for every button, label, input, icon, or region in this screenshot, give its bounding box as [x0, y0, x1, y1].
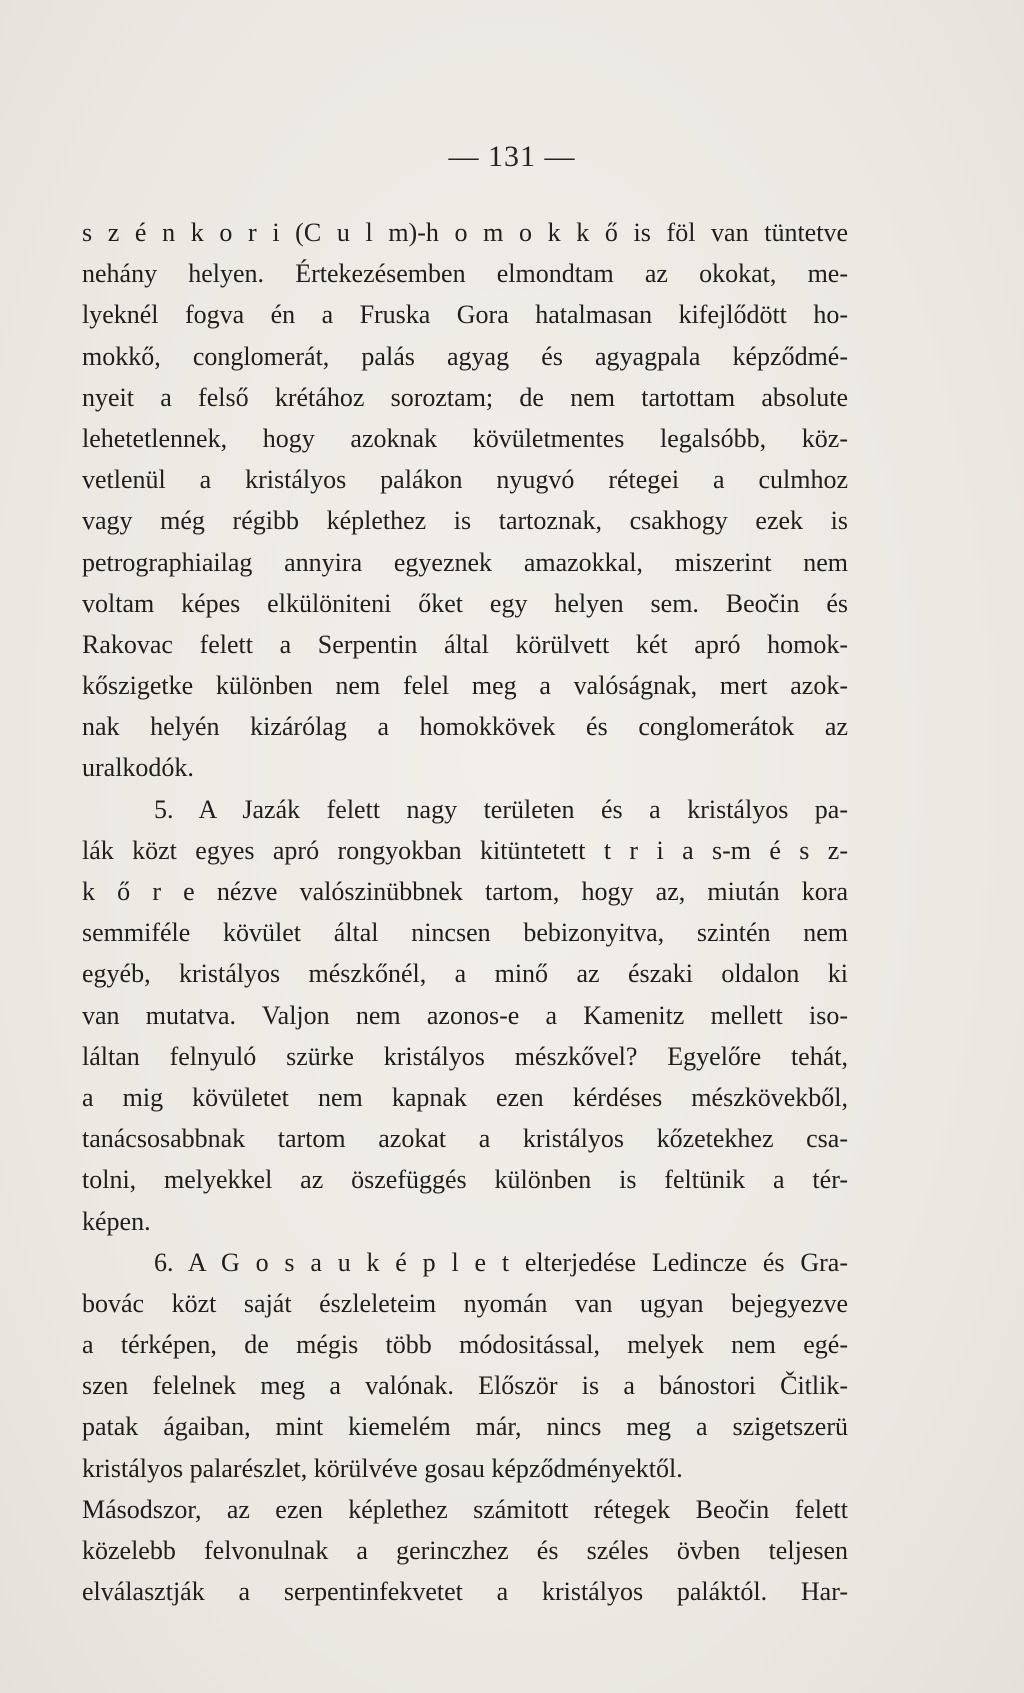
body-text [82, 212, 848, 1612]
text-line: lehetetlennek, hogy azoknak kövületmentes legalsóbb, köz- [82, 423, 848, 453]
text-line: s z é n k o r i (C u l m)-h o m o k k ő is föl van tüntetve [82, 218, 848, 247]
page-number: — 131 — [448, 140, 576, 173]
text-line: voltam képes elkülöniteni őket egy helyen sem. Beočin és [82, 588, 848, 618]
text-line: a mig kövületet nem kapnak ezen kérdéses mészkövekből, [82, 1082, 848, 1112]
text-line: van mutatva. Valjon nem azonos-e a Kamenitz mellett iso- [82, 1000, 848, 1030]
text-line: a térképen, de mégis több módositással, melyek nem egé- [82, 1330, 848, 1360]
text-line: mokkő, conglomerát, palás agyag és agyagpala képződmé- [82, 341, 848, 371]
text-line: 5. A Jazák felett nagy területen és a kristályos pa- [154, 794, 848, 824]
text-line: petrographiailag annyira egyeznek amazokkal, miszerint nem [82, 547, 848, 577]
text-line: nehány helyen. Értekezésemben elmondtam az okokat, me- [82, 259, 848, 289]
text-line: nyeit a felső krétához soroztam; de nem tartottam absolute [82, 382, 848, 412]
text-line: uralkodók. [82, 753, 194, 783]
text-line: vagy még régibb képlethez is tartoznak, csakhogy ezek is [82, 506, 848, 536]
text-line: láltan felnyuló szürke kristályos mészkővel? Egyelőre tehát, [82, 1041, 848, 1071]
text-line: egyéb, kristályos mészkőnél, a minő az északi oldalon ki [82, 959, 848, 989]
text-line: szen felelnek meg a valónak. Először is a bánostori Čitlik- [82, 1371, 848, 1401]
text-line: közelebb felvonulnak a gerinczhez és széles övben teljesen [82, 1536, 848, 1565]
text-line: k ő r e nézve valószinübbnek tartom, hogy az, miután kora [82, 877, 848, 906]
text-line: Másodszor, az ezen képlethez számitott rétegek Beočin felett [82, 1494, 848, 1524]
text-line: nak helyén kizárólag a homokkövek és conglomerátok az [82, 712, 848, 742]
text-line: kőszigetke különben nem felel meg a valóságnak, mert azok- [82, 671, 848, 701]
text-line: semmiféle kövület által nincsen bebizonyitva, szintén nem [82, 918, 848, 948]
text-line: tanácsosabbnak tartom azokat a kristályos kőzetekhez csa- [82, 1124, 848, 1154]
text-line: elválasztják a serpentinfekvetet a kristályos paláktól. Har- [82, 1577, 848, 1607]
text-line: Rakovac felett a Serpentin által körülvett két apró homok- [82, 629, 848, 659]
text-line: lyeknél fogva én a Fruska Gora hatalmasan kifejlődött ho- [82, 300, 848, 330]
text-line: bovác közt saját észleleteim nyomán van ugyan bejegyezve [82, 1288, 848, 1318]
text-line: 6. A G o s a u k é p l e t elterjedése Ledincze és Gra- [154, 1247, 848, 1277]
text-line: lák közt egyes apró rongyokban kitüntetett t r i a s-m é s z- [82, 835, 848, 865]
text-line: tolni, melyekkel az öszefüggés különben is feltünik a tér- [82, 1165, 848, 1195]
text-line: kristályos palarészlet, körülvéve gosau képződményektől. [82, 1453, 683, 1483]
text-line: képen. [82, 1206, 151, 1236]
text-line: vetlenül a kristályos palákon nyugvó rétegei a culmhoz [82, 465, 848, 495]
text-line: patak ágaiban, mint kiemelém már, nincs meg a szigetszerü [82, 1412, 848, 1442]
